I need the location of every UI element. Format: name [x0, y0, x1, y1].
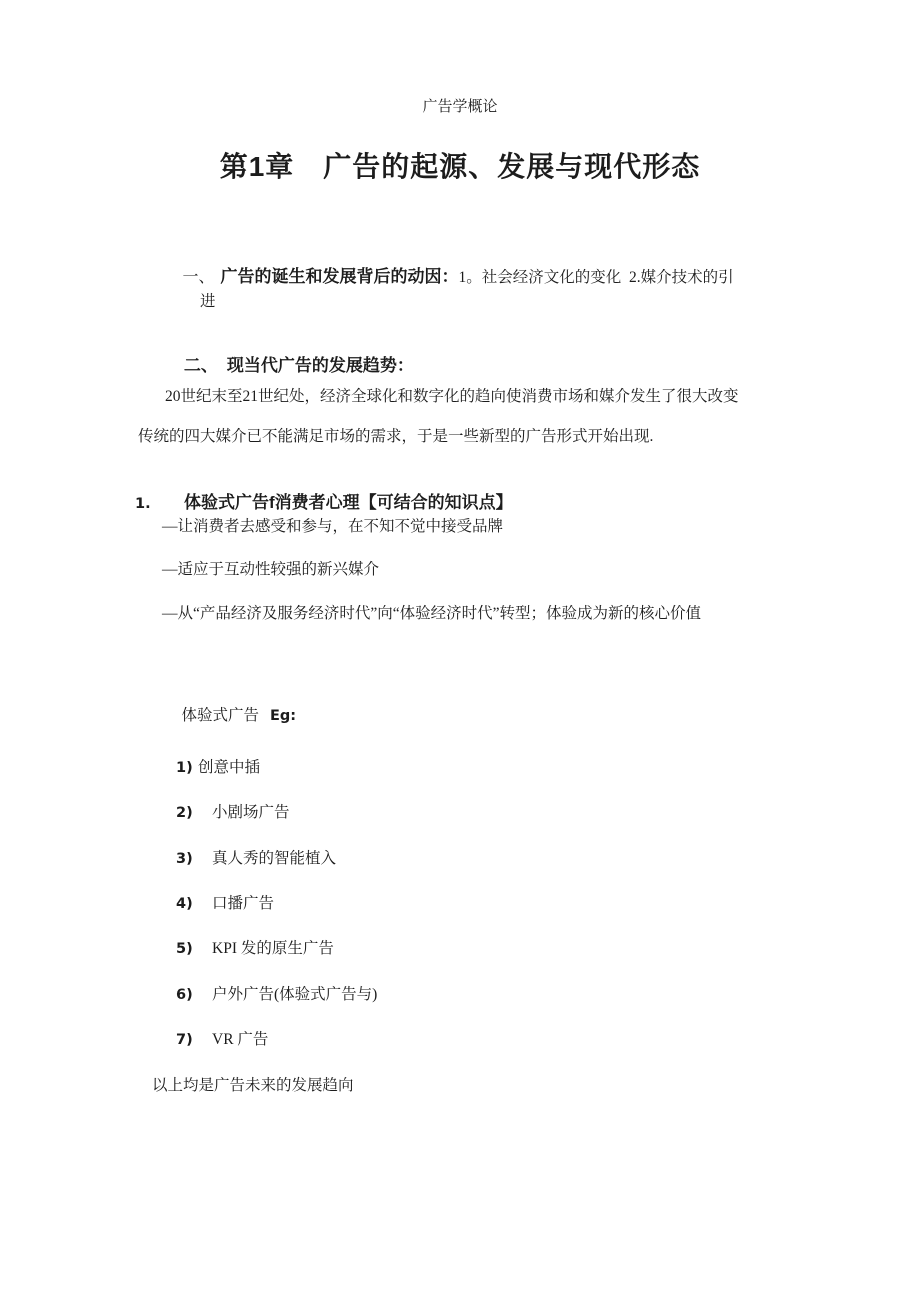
example-2-number: 2) [176, 805, 193, 822]
section-1-rest-text: 1。社会经济文化的变化 2.媒介技术的引 [458, 268, 734, 286]
example-5-number: 5) [176, 941, 193, 958]
example-2-text: 小剧场广告 [212, 804, 290, 822]
example-7-number: 7) [176, 1032, 193, 1049]
example-6-number: 6) [176, 987, 193, 1004]
example-4-number: 4) [176, 896, 193, 913]
section-1-label: 一、 [182, 268, 215, 286]
dash-point-2: —适应于互动性较强的新兴媒介 [162, 561, 380, 578]
example-1-number: 1) [176, 760, 193, 777]
example-7-text: VR 广告 [212, 1031, 269, 1049]
example-1-text: 创意中插 [198, 759, 261, 777]
topic-1-number: 1. [135, 496, 151, 513]
examples-heading-zh: 体验式广告 [181, 706, 260, 724]
intro-paragraph-line-1: 20世纪末至21世纪处，经济全球化和数字化的趋向使消费市场和媒介发生了很大改变 [165, 388, 739, 405]
examples-heading [166, 689, 296, 742]
example-3-text: 真人秀的智能植入 [212, 850, 337, 868]
section-2-heading-text: 现当代广告的发展趋势： [226, 355, 414, 375]
example-4-text: 口播广告 [212, 895, 275, 913]
chapter-title: 第1章 广告的起源、发展与现代形态 [219, 151, 701, 182]
dash-point-1: —让消费者去感受和参与，在不知不觉中接受品牌 [162, 518, 504, 535]
section-1-heading [167, 249, 734, 305]
section-2-label: 二、 [183, 355, 218, 375]
intro-paragraph-line-2: 传统的四大媒介已不能满足市场的需求，于是一些新型的广告形式开始出现. [138, 428, 654, 445]
dash-point-3: —从“产品经济及服务经济时代”向“体验经济时代”转型；体验成为新的核心价值 [162, 605, 702, 622]
document-header: 广告学概论 [422, 99, 498, 115]
section-1-wrap-line: 进 [200, 293, 216, 310]
examples-heading-en: Eg: [270, 707, 297, 724]
example-row-7 [160, 1013, 268, 1068]
section-1-bold-text: 广告的诞生和发展背后的动因： [220, 266, 459, 286]
section-2-heading [165, 336, 414, 395]
example-5-text: KPI 发的原生广告 [212, 940, 334, 958]
topic-1-text: 体验式广告f消费者心理【可结合的知识点】 [184, 493, 513, 513]
example-6-text: 户外广告(体验式广告与) [212, 986, 378, 1004]
conclusion-line: 以上均是广告未来的发展趋向 [152, 1077, 354, 1094]
example-3-number: 3) [176, 851, 193, 868]
